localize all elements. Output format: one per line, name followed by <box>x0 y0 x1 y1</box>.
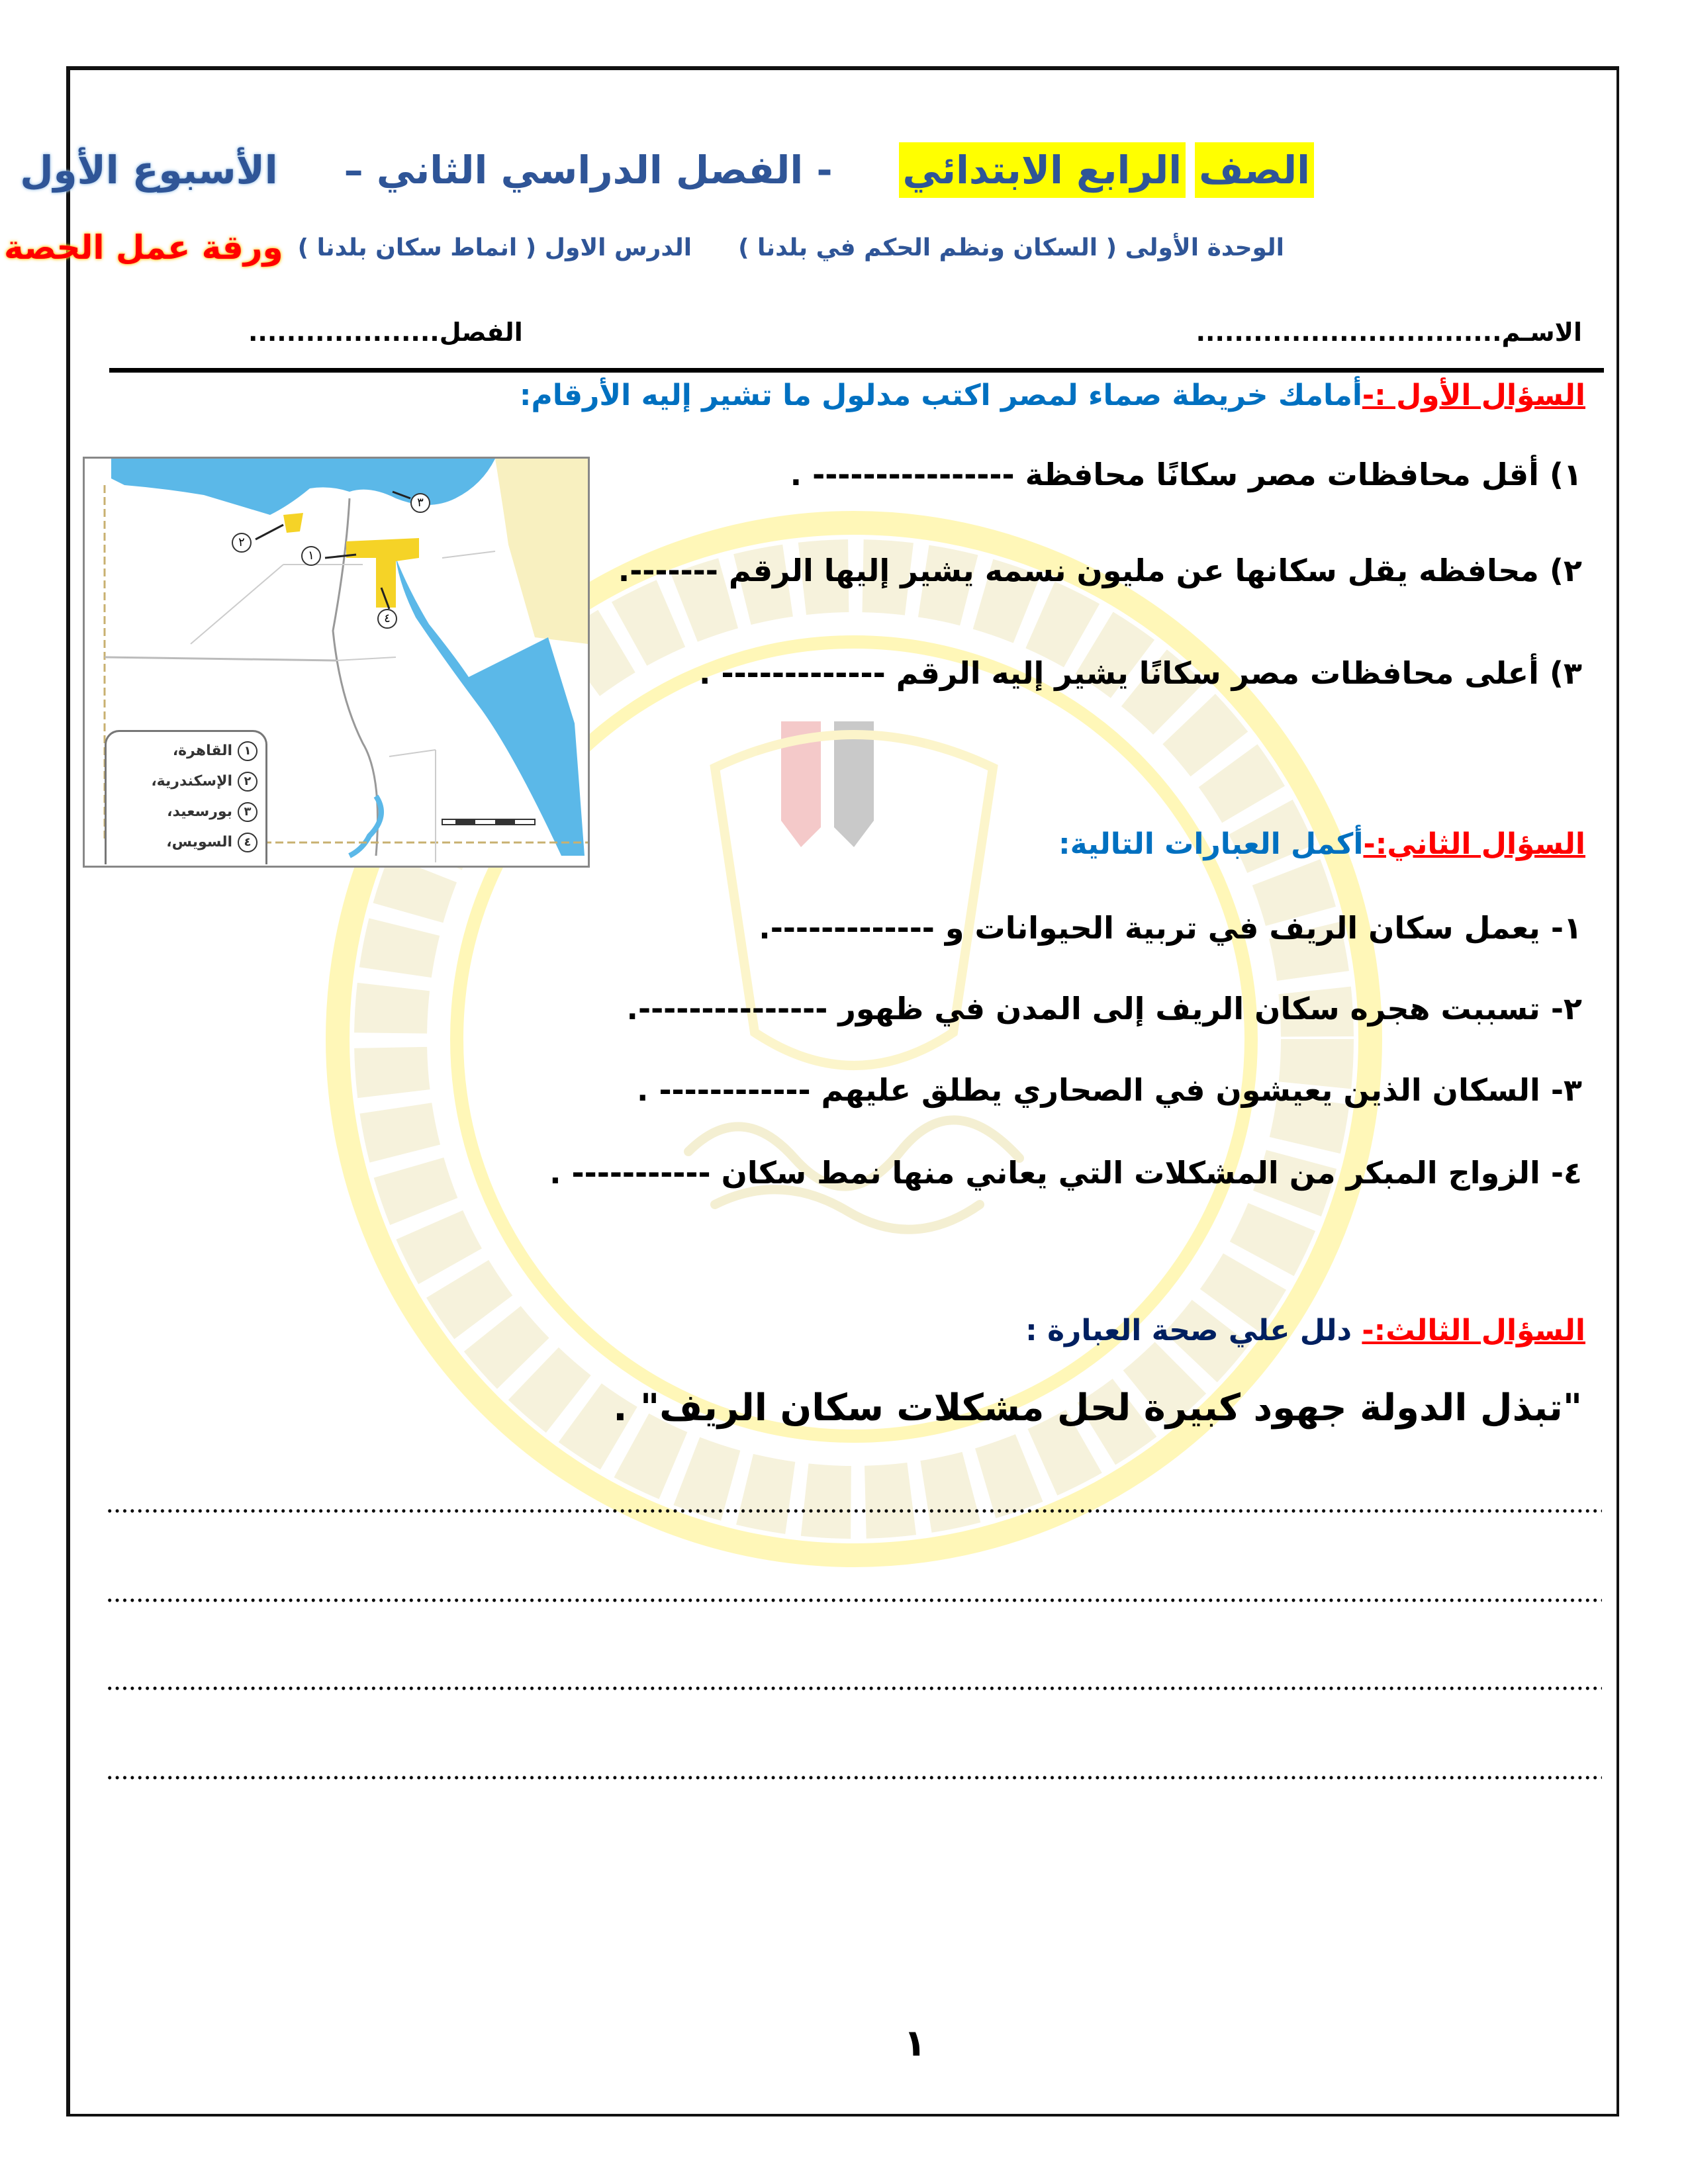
question1-item-1: ١) أقل محافظات مصر سكانًا محافظة ---------------- . <box>790 457 1582 492</box>
question3-title <box>1025 1314 1585 1347</box>
grade-name: الرابع الابتدائي <box>899 142 1186 198</box>
answer-line-3[interactable] <box>106 1686 1602 1690</box>
legend-num-4: ٤ <box>238 833 258 852</box>
class-field[interactable]: الفصل.................... <box>248 318 523 347</box>
question1-title <box>520 379 1585 412</box>
worksheet-title: ورقة عمل الحصة <box>4 228 283 267</box>
legend-label-4: السويس، <box>166 834 232 850</box>
legend-num-2: ٢ <box>238 772 258 792</box>
answer-line-1[interactable] <box>106 1509 1602 1513</box>
legend-item-4 <box>166 831 258 854</box>
question2-title <box>1058 827 1585 861</box>
header-grade-line <box>20 142 1314 198</box>
student-info-row <box>113 318 1582 347</box>
question2-item-2: ٢- تسببت هجره سكان الريف إلى المدن في ظهور ---------------. <box>626 991 1582 1026</box>
map-marker-1: ١ <box>301 546 321 566</box>
header-divider <box>109 368 1604 373</box>
page-number: ١ <box>904 2022 927 2065</box>
grade-word: الصف <box>1195 142 1314 198</box>
question2-item-1: ١- يعمل سكان الريف في تربية الحيوانات و -------------. <box>759 910 1582 946</box>
week-label: الأسبوع الأول <box>20 148 278 193</box>
name-field[interactable]: الاسـم................................ <box>1196 318 1582 347</box>
question1-item-3: ٣) أعلى محافظات مصر سكانًا يشير إليه الرقم ------------- . <box>698 655 1582 691</box>
legend-item-1 <box>173 740 258 762</box>
map-marker-2: ٢ <box>232 533 252 553</box>
header-unit-line <box>4 228 1284 267</box>
map-marker-4: ٤ <box>377 609 397 629</box>
question2-label: السؤال الثاني:- <box>1363 827 1585 861</box>
answer-line-2[interactable] <box>106 1598 1602 1602</box>
answer-line-4[interactable] <box>106 1776 1602 1780</box>
question1-item-2: ٢) محافظه يقل سكانها عن مليون نسمه يشير إليها الرقم -------. <box>618 553 1582 588</box>
question2-prompt: أكمل العبارات التالية: <box>1058 827 1364 861</box>
question1-prompt: أمامك خريطة صماء لمصر اكتب مدلول ما تشير إليه الأرقام: <box>519 379 1362 412</box>
legend-item-3 <box>167 801 258 823</box>
question3-prompt: دلل علي صحة العبارة : <box>1025 1314 1352 1347</box>
question1-label: السؤال الأول :- <box>1362 379 1585 412</box>
question2-item-4: ٤- الزواج المبكر من المشكلات التي يعاني منها نمط سكان ----------- . <box>549 1155 1582 1191</box>
lesson-label: الدرس الاول ( انماط سكان بلدنا ) <box>297 234 692 261</box>
legend-num-3: ٣ <box>238 802 258 822</box>
question3-label: السؤال الثالث:- <box>1362 1314 1585 1347</box>
map-legend <box>105 730 267 864</box>
unit-label: الوحدة الأولى ( السكان ونظم الحكم في بلدنا ) <box>738 234 1284 261</box>
legend-item-2 <box>151 770 258 793</box>
legend-label-3: بورسعيد، <box>167 803 232 820</box>
legend-num-1: ١ <box>238 741 258 761</box>
term-label: - الفصل الدراسي الثاني – <box>344 148 833 193</box>
question2-item-3: ٣- السكان الذين يعيشون في الصحاري يطلق عليهم ------------ . <box>636 1072 1582 1108</box>
map-marker-3: ٣ <box>410 493 430 513</box>
legend-label-2: الإسكندرية، <box>151 773 232 790</box>
question3-statement: "تبذل الدولة جهود كبيرة لحل مشكلات سكان الريف" . <box>613 1387 1582 1430</box>
egypt-blank-map <box>83 457 590 868</box>
legend-label-1: القاهرة، <box>172 743 232 759</box>
